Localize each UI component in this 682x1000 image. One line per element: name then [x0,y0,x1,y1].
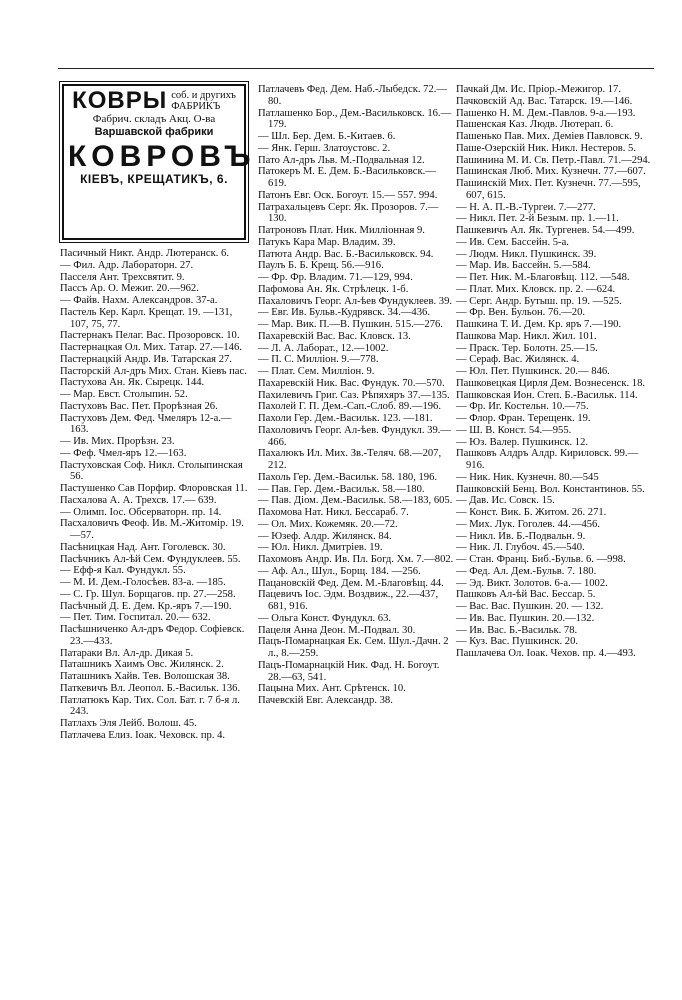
directory-entry: — Янк. Герш. Златоустовс. 2. [258,142,391,154]
directory-entry: Пахомовъ Андр. Ив. Пл. Богд. Хм. 7.—802. [258,554,454,565]
ad-subtitle-b: ФАБРИКЪ [171,101,221,112]
directory-entry: Пастушенко Сав Порфир. Флоровская 11. [60,483,248,494]
directory-entry: — Ефф-я Кал. Фундукл. 55. [60,565,186,577]
directory-entry: Патлачева Елиз. Іоак. Чеховск. пр. 4. [60,729,226,741]
directory-entry: Пастернацкій Андр. Ив. Татарская 27. [60,353,232,365]
directory-entry: Пашковъ Ал-ѣй Вас. Бессар. 5. [456,589,596,601]
directory-entry: — Ив. Мих. Прорѣзн. 23. [60,436,175,447]
directory-entry: — Фил. Адр. Лабораторн. 27. [60,259,194,271]
directory-entry: Пасѣшниченко Ал-дръ Федор. Софіевск. 23.—433. [60,624,245,647]
column-1 [60,82,256,742]
directory-entry: Патонъ Евг. Оск. Богоут. 15.— 557. 994. [258,189,438,201]
directory-entry: — Ив. Вас. Б.-Васильк. 78. [456,624,578,636]
directory-entry: — Пав. Діом. Дем.-Васильк. 58.—183, 605. [258,495,453,507]
directory-entry: Пашенская Каз. Людв. Лютерап. 6. [456,119,614,131]
directory-entry: Пастель Кер. Карл. Крещат. 19. —131, 107, 75, 77. [60,306,233,330]
directory-entry: — Куз. Вас. Пушкинск. 20. [456,636,579,648]
directory-entry: Пашковскій Бенц. Вол. Константинов. 55. [456,483,645,495]
directory-entry: Пашкевичъ Ал. Як. Тургенев. 54.—499. [456,225,635,236]
directory-entry: — Евг. Ив. Бульв.-Кудрявск. 34.—436. [258,307,430,319]
directory-entry: — Л. А. Лаборат., 12.—1002. [258,342,389,354]
carpet-advertisement [62,84,256,240]
directory-entry: — Плат. Сем. Милліон. 9. [258,366,375,377]
entry-list-3 [456,84,656,660]
directory-entry: Пастуховская Соф. Никл. Столыпинская 56. [60,459,243,483]
directory-entry: Паткевичъ Вл. Леопол. Б.-Васильк. 136. [60,682,241,694]
directory-entry: — Шл. Бер. Дем. Б.-Китаев. 6. [258,131,396,142]
directory-entry: — П. С. Милліон. 9.—778. [258,354,379,366]
directory-entry: Патроновъ Плат. Ник. Милліонная 9. [258,225,425,236]
directory-entry: — Ив. Вас. Пушкин. 20.—132. [456,612,595,624]
directory-entry: Пашенько Пав. Мих. Деміев Павловск. 9. [456,131,643,142]
directory-entry: Паше-Озерскій Ник. Никл. Нестеров. 5. [456,142,636,154]
directory-entry: Пачкай Дм. Ис. Пріор.-Межигор. 17. [456,84,621,95]
ad-line-4: КОВРОВЪ [68,139,256,173]
directory-entry: Пашинская Люб. Мих. Кузнечн. 77.—607. [456,166,646,178]
directory-entry: — Праск. Тер. Болотн. 25.—15. [456,342,598,354]
directory-entry: — Фр. Фр. Владим. 71.—129, 994. [258,272,413,283]
directory-entry: Пашкова Мар. Никл. Жил. 101. [456,330,597,342]
directory-entry: Патрахальцевъ Серг. Як. Прозоров. 7.—130. [258,201,439,225]
directory-entry: — Ив. Сем. Бассейн. 5-а. [456,236,569,248]
directory-entry: — Юзеф. Алдр. Жилянск. 84. [258,530,392,542]
directory-entry: Пахалюкъ Ил. Мих. Зв.-Теляч. 68.—207, 212. [258,448,442,471]
directory-entry: Пашковъ Алдръ Алдр. Кириловск. 99.—916. [456,448,639,471]
directory-entry: — Мар. Ив. Бассейн. 5.—584. [456,260,591,272]
directory-entry: Пацановскій Фед. Дем. М.-Благовѣщ. 44. [258,577,444,589]
directory-entry: Пачевскій Евг. Александр. 38. [258,695,393,706]
directory-entry: Пашковская Ион. Степ. Б.-Васильк. 114. [456,389,638,401]
directory-entry: — Феф. Чмел-яръ 12.—163. [60,447,187,459]
directory-entry: Пахоли Гер. Дем.-Васильк. 123. —181. [258,413,433,424]
directory-entry: Пасселя Ант. Трехсвятит. 9. [60,271,185,283]
directory-entry: — Дав. Ис. Совск. 15. [456,495,555,507]
directory-entry: — Мар. Вик. П.—В. Пушкин. 515.—276. [258,319,443,330]
directory-entry: Пато Ал-дръ Льв. М.-Подвальная 12. [258,154,425,166]
directory-entry: Пасѣницкая Над. Ант. Гоголевск. 30. [60,541,226,553]
directory-entry: — Н. А. П.-В.-Тургеи. 7.—277. [456,201,596,213]
directory-entry: Пастуховъ Дем. Фед. Чмеляръ 12-а.—163. [60,412,232,436]
directory-entry: Пахаловичъ Георг. Ал-ѣев Фундуклеев. 39. [258,295,453,307]
directory-entry: Патлачевъ Фед. Дем. Наб.-Лыбедск. 72.—80. [258,84,447,107]
directory-entry: Пасѣчный Д. Е. Дем. Кр.-яръ 7.—190. [60,600,232,612]
directory-entry: Пашлачева Ол. Іоак. Чехов. пр. 4.—493. [456,648,636,659]
directory-entry: Пасичный Никт. Андр. Лютеранск. 6. [60,248,229,259]
directory-entry: — Людм. Никл. Пушкинск. 39. [456,248,597,260]
ad-subtitle-a: соб. и другихъ [171,90,236,101]
ad-line-2: Фабрич. складъ Акц. О-ва [92,113,216,125]
entry-list-2 [258,84,454,707]
directory-entry: — Олимп. Іос. Обсерваторн. пр. 14. [60,506,222,518]
ad-line-3: Варшавской фабрики [94,125,214,138]
directory-entry: Пацына Мих. Ант. Срѣтенск. 10. [258,683,406,695]
entry-list-1 [60,248,250,742]
directory-entry: — Фр. Вен. Бульон. 76.—20. [456,307,586,319]
directory-entry: — Пав. Гер. Дем.-Васильк. 58.—180. [258,483,425,495]
column-3 [456,84,656,660]
directory-entry: Пасхаловичъ Феоф. Ив. М.-Житомір. 19.—57. [60,518,244,541]
directory-entry: — Серг. Андр. Бутыш. пр. 19. —525. [456,295,622,307]
directory-entry: Патлашенко Бор., Дем.-Васильковск. 16.—179. [258,107,452,131]
directory-entry: Пашковецкая Цирля Дем. Вознесенск. 18. [456,377,646,389]
directory-entry: Пахоловичъ Георг. Ал-ѣев. Фундукл. 39.—466. [258,424,451,448]
directory-entry: — С. Гр. Шул. Борщагов. пр. 27.—258. [60,588,236,600]
directory-entry: Пацеля Анна Деон. М.-Подвал. 30. [258,624,416,636]
directory-entry: — Мар. Евст. Столыпин. 52. [60,389,188,400]
directory-entry: — Конст. Вик. Б. Житом. 26. 271. [456,507,607,518]
directory-entry: Пасторскій Ал-дръ Мих. Стан. Кіевъ пас. [60,365,247,377]
directory-entry: Пассъ Ар. О. Межиг. 20.—962. [60,283,199,295]
directory-entry: — Мих. Лук. Гоголев. 44.—456. [456,518,600,530]
directory-entry: Пахаревскій Ник. Вас. Фундук. 70.—570. [258,377,445,389]
directory-entry: — Вас. Вас. Пушкин. 20. — 132. [456,601,604,612]
directory-entry: — Фед. Ал. Дем.-Бульв. 7. 180. [456,565,597,577]
ad-address: КІЕВЪ, КРЕЩАТИКЪ, 6. [80,171,228,186]
directory-entry: Патукъ Кара Мар. Владим. 39. [258,236,396,248]
directory-entry: Пацевичъ Іос. Эдм. Воздвиж., 22.—437, 681, 916. [258,589,439,612]
directory-entry: — Никл. Ив. Б.-Подвальн. 9. [456,530,586,542]
directory-entry: Пацъ-Помарнацкій Ник. Фад. Н. Богоут. 28.—63, 541. [258,659,440,683]
directory-entry: — Пет. Ник. М.-Благовѣщ. 112. —548. [456,272,630,283]
directory-entry: Пастернацкая Ол. Мих. Татар. 27.—146. [60,342,242,353]
directory-entry: — Стан. Франц. Биб.-Бульв. 6. —998. [456,554,626,565]
directory-entry: Паташникъ Хаимъ Овс. Жилянск. 2. [60,659,224,671]
directory-entry: Пахомова Нат. Никл. Бессараб. 7. [258,507,409,518]
directory-entry: Пастуховъ Вас. Пет. Прорѣзная 26. [60,400,218,412]
directory-entry: — Ник. Л. Глубоч. 45.—540. [456,542,585,554]
directory-entry: Патараки Вл. Ал-др. Дикая 5. [60,647,194,659]
directory-entry: Пашинскій Мих. Пет. Кузнечн. 77.—595, 607, 615. [456,178,641,201]
directory-entry: Патокеръ М. Е. Дем. Б.-Васильковск.—619. [258,166,436,189]
directory-entry: — Плат. Мих. Кловск. пр. 2. —624. [456,283,616,295]
directory-entry: Паташникъ Хайв. Тев. Волошская 38. [60,671,230,682]
directory-entry: Пашенко Н. М. Дем.-Павлов. 9-а.—193. [456,107,636,119]
directory-entry: — Ш. В. Конст. 54.—955. [456,424,572,436]
directory-entry: Пахаревскій Вас. Вас. Кловск. 13. [258,330,411,342]
directory-entry: Пашкина Т. И. Дем. Кр. яръ 7.—190. [456,319,622,330]
directory-entry: Патюта Андр. Вас. Б.-Васильковск. 94. [258,248,434,260]
directory-entry: Пастернакъ Пелаг. Вас. Прозоровск. 10. [60,330,240,342]
ad-title: КОВРЫ [72,87,168,115]
directory-entry: — Никл. Пет. 2-й Безым. пр. 1.—11. [456,213,619,225]
directory-entry: — Флор. Фран. Терещенк. 19. [456,413,591,424]
directory-entry: — Юл. Никл. Дмитріев. 19. [258,542,383,554]
directory-entry: Паулъ Б. Б. Крещ. 56.—916. [258,260,384,272]
directory-entry: Пасѣчникъ Ал-ѣй Сем. Фундуклеев. 55. [60,553,241,565]
directory-entry: — Ник. Ник. Кузнечн. 80.—545 [456,471,599,483]
directory-entry: Пацъ-Помарнацкая Ек. Сем. Шул.-Дачн. 2 л., 8.—259. [258,636,449,659]
directory-entry: — Фр. Иг. Костельн. 10.—75. [456,401,589,413]
directory-entry: Патлатюкъ Кар. Тих. Сол. Бат. г. 7 б-я л. 243. [60,694,240,718]
directory-entry: Пачковскій Ад. Вас. Татарск. 19.—146. [456,95,633,107]
directory-entry: Пафомова Ан. Як. Стрѣлецк. 1-б. [258,283,409,295]
directory-entry: — Ольга Конст. Фундукл. 63. [258,612,392,624]
column-2 [258,84,454,707]
directory-entry: Пашинина М. И. Св. Петр.-Павл. 71.—294. [456,154,651,166]
directory-entry: — Юл. Пет. Пушкинск. 20.— 846. [456,366,610,377]
directory-entry: Пахилевичъ Григ. Саз. Рѣпяхяръ 37.—135. [258,389,450,401]
directory-entry: — Сераф. Вас. Жилянск. 4. [456,354,580,366]
directory-entry: — Юз. Валер. Пушкинск. 12. [456,436,589,448]
directory-entry: Пастухова Ан. Як. Сырецк. 144. [60,377,205,389]
directory-entry: — Файв. Нахм. Александров. 37-а. [60,295,218,306]
ad-header [68,87,240,115]
directory-entry: — М. И. Дем.-Голосѣев. 83-а. —185. [60,577,226,588]
top-rule [58,68,654,69]
directory-entry: Пахоль Гер. Дем.-Васильк. 58. 180, 196. [258,471,438,483]
directory-entry: Пахолей Г. П. Дем.-Сап.-Слоб. 89.—196. [258,401,442,413]
directory-entry: — Аф. Ал., Шул., Борщ. 184. —256. [258,565,421,577]
directory-entry: — Эд. Викт. Золотов. 6-а.— 1002. [456,577,608,589]
directory-entry: — Ол. Мих. Кожемяк. 20.—72. [258,518,398,530]
directory-entry: — Пет. Тим. Госпитал. 20.— 632. [60,612,211,624]
ad-subtitle [171,90,236,112]
directory-entry: Патлахъ Эля Лейб. Волош. 45. [60,718,197,729]
directory-entry: Пасхалова А. А. Трехсв. 17.— 639. [60,494,217,506]
